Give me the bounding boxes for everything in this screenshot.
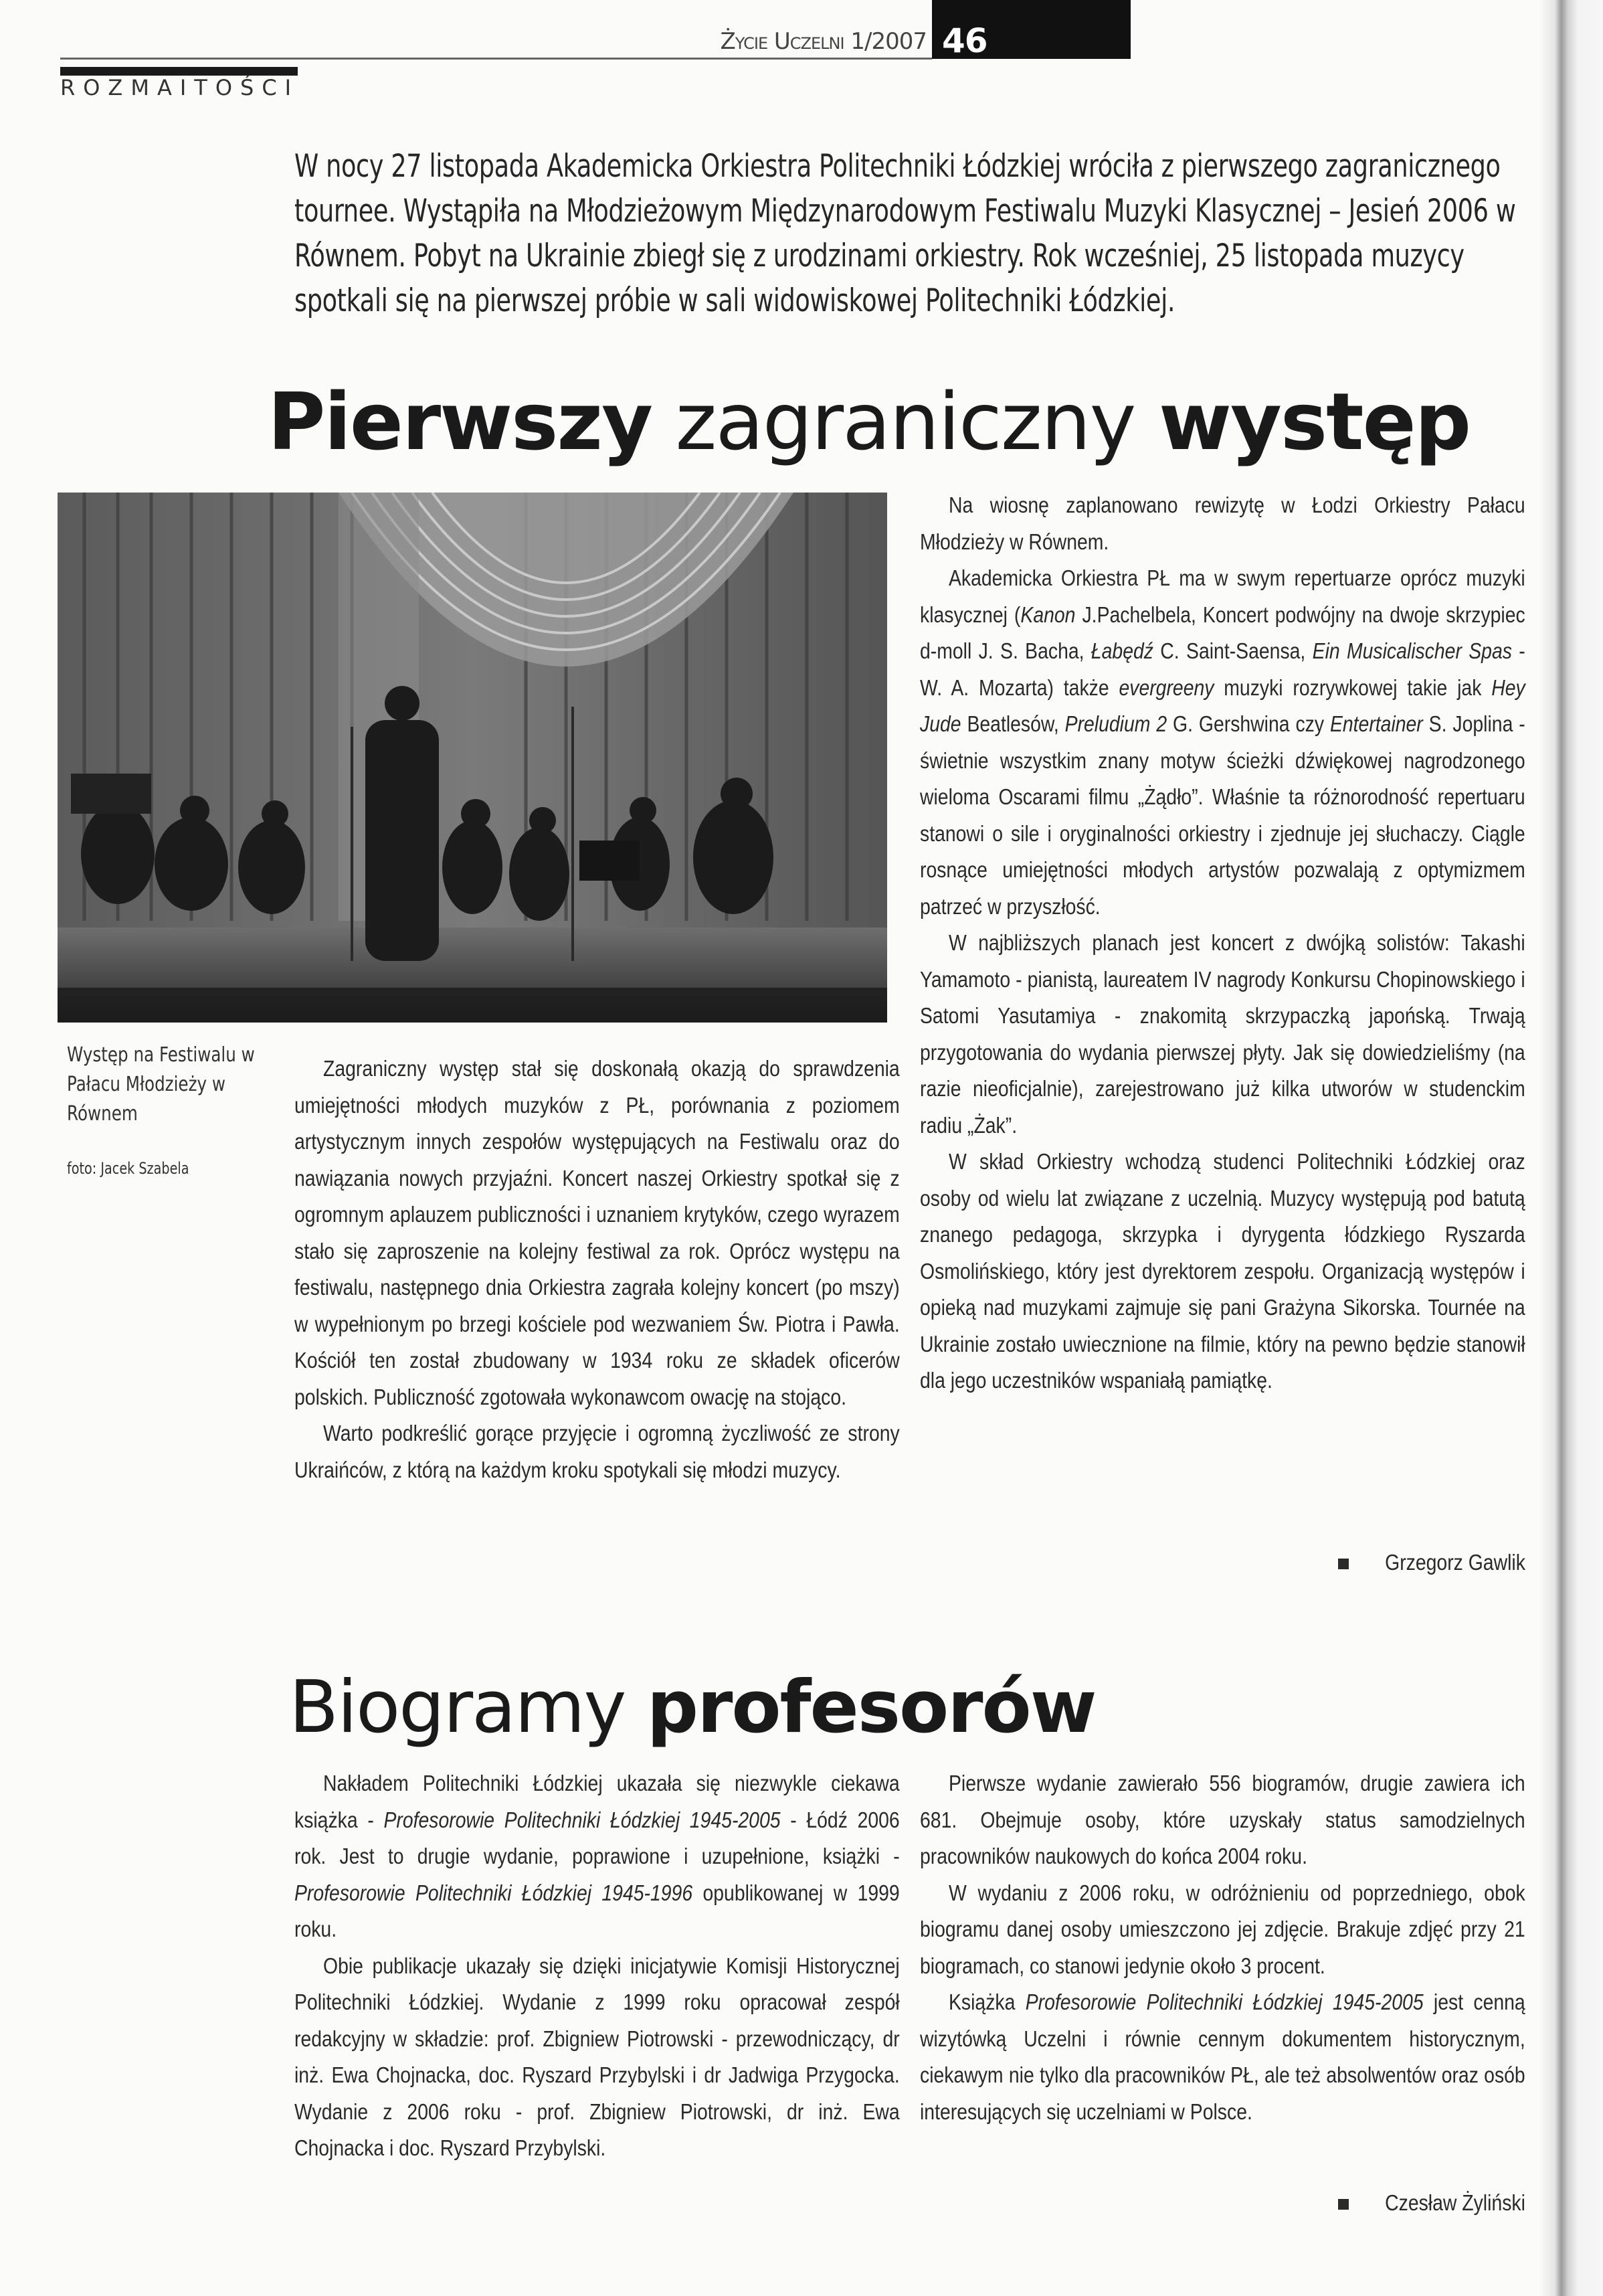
paragraph: Na wiosnę zaplanowano rewizytę w Łodzi Orkiestry Pałacu Młodzieży w Równem.	[920, 493, 1525, 554]
photo-caption: Występ na Festiwalu w Pałacu Młodzieży w Równem	[67, 1043, 255, 1126]
text: Beatlesów,	[961, 711, 1065, 736]
paragraph: W najbliższych planach jest koncert z dwójką solistów: Takashi Yamamoto - pianistą, laureatem IV nagrody Konkursu Chopinowskiego i Satomi Yasutamiya - znakomitą skrzypaczką japońską. Trwają przygotowania do wydania pierwszej płyty. Jak się dowiedzieliśmy (na razie nieoficjalnie), zarejestrowano już kilka utworów w studenckim radiu „Żak”.	[920, 930, 1525, 1138]
paragraph: Pierwsze wydanie zawierało 556 biogramów, drugie zawiera ich 681. Obejmuje osoby, które uzyskały status samodzielnych pracowników naukowych do końca 2004 roku.	[920, 1771, 1525, 1868]
paragraph: W skład Orkiestry wchodzą studenci Politechniki Łódzkiej oraz osoby od wielu lat związane z uczelnią. Muzycy występują pod batutą znanego pedagoga, skrzypka i dyrygenta łódzkiego Ryszarda Osmolińskiego, który jest dyrektorem zespołu. Organizacją występów i opieką nad muzykami zajmuje się pani Grażyna Sikorska. Tournée na Ukrainie zostało uwiecznione na filmie, który na pewno będzie stanowił dla jego uczestników wspaniałą pamiątkę.	[920, 1149, 1525, 1393]
text: Akademicka Orkiestra PŁ ma w swym repertuarze oprócz muzyki klasycznej (	[920, 565, 1525, 627]
paragraph	[294, 1765, 900, 1948]
page-number: 46	[942, 21, 987, 60]
title-part-light: zagraniczny	[652, 375, 1159, 468]
text: - Łódź 2006 rok. Jest to drugie wydanie, poprawione i uzupełnione, książki -	[294, 1807, 900, 1868]
title-part-bold-1: Pierwszy	[268, 375, 652, 468]
header-rule	[60, 58, 932, 60]
section-label: ROZMAITOŚCI	[60, 75, 300, 100]
text: Nakładem Politechniki Łódzkiej ukazała się niezwykle ciekawa książka -	[294, 1771, 900, 1832]
orchestra-photo	[58, 493, 887, 1023]
author-name: Czesław Żyliński	[1385, 2190, 1525, 2215]
book-title: Profesorowie Politechniki Łódzkiej 1945-2005	[1025, 1990, 1424, 2014]
square-bullet-icon	[1338, 2199, 1349, 2210]
article2-left-column	[294, 1765, 998, 2167]
paragraph	[920, 1984, 1525, 2130]
work-title: Preludium 2	[1064, 711, 1167, 736]
emphasis: evergreeny	[1119, 675, 1214, 700]
work-title: Hey Jude	[920, 675, 1525, 736]
title-part-bold: profesorów	[646, 1666, 1096, 1749]
photo-credit: foto: Jacek Szabela	[67, 1159, 189, 1178]
article2-title	[289, 1668, 1095, 1748]
text: S. Joplina - świetnie wszystkim znany motyw ścieżki dźwiękowej nagrodzonego wieloma Oscarami filmu „Żądło”. Właśnie ta różnorodność repertuaru stanowi o sile i oryginalności orkiestry i zjednuje jej słuchaczy. Ciągle rosnące umiejętności młodych artystów pozwalają z optymizmem patrzeć w przyszłość.	[920, 711, 1525, 919]
article1-right-column	[920, 487, 1603, 1399]
running-title: Życie Uczelni 1/2007	[720, 28, 927, 55]
book-title: Profesorowie Politechniki Łódzkiej 1945-2005	[383, 1807, 781, 1832]
book-title: Profesorowie Politechniki Łódzkiej 1945-1996	[294, 1880, 693, 1905]
paragraph: Zagraniczny występ stał się doskonałą okazją do sprawdzenia umiejętności młodych muzyków z PŁ, porównania z poziomem artystycznym innych zespołów występujących na Festiwalu oraz do nawiązania nowych przyjaźni. Koncert naszej Orkiestry spotkał się z ogromnym aplauzem publiczności i uznaniem krytyków, czego wyrazem stało się zaproszenie na kolejny festiwal za rok. Oprócz występu na festiwalu, następnego dnia Orkiestra zagrała kolejny koncert (po mszy) w wypełnionym po brzegi kościele pod wezwaniem Św. Piotra i Pawła. Kościół ten został zbudowany w 1934 roku ze składek oficerów polskich. Publiczność zgotowała wykonawcom owację na stojąco.	[294, 1056, 900, 1409]
paragraph: W wydaniu z 2006 roku, w odróżnieniu od poprzedniego, obok biogramu danej osoby umieszczono jej zdjęcie. Brakuje zdjęć przy 21 biogramach, co stanowi jedynie około 3 procent.	[920, 1880, 1525, 1978]
paragraph: Obie publikacje ukazały się dzięki inicjatywie Komisji Historycznej Politechniki Łódzkiej. Wydanie z 1999 roku opracował zespół redakcyjny w składzie: prof. Zbigniew Piotrowski - przewodniczący, dr inż. Ewa Chojnacka, doc. Ryszard Przybylski i dr Jadwiga Przygocka. Wydanie z 2006 roku - prof. Zbigniew Piotrowski, dr inż. Ewa Chojnacka i doc. Ryszard Przybylski.	[294, 1953, 900, 2160]
text: muzyki rozrywkowej takie jak	[1214, 675, 1492, 700]
paragraph-repertoire	[920, 560, 1525, 925]
author-name: Grzegorz Gawlik	[1385, 1550, 1525, 1575]
text: J.Pachelbela, Koncert podwójny na dwoje skrzypiec d-moll J. S. Bacha,	[920, 602, 1525, 663]
work-title: Kanon	[1020, 602, 1076, 627]
square-bullet-icon	[1338, 1559, 1349, 1569]
work-title: Ein Musicalischer Spas	[1312, 638, 1512, 663]
title-part-bold-2: występ	[1159, 375, 1471, 468]
text: opublikowanej w 1999 roku.	[294, 1880, 900, 1941]
text: jest cenną wizytówką Uczelni i równie cennym dokumentem historycznym, ciekawym nie tylko dla pracowników PŁ, ale też absolwentów oraz osób interesujących się uczelniami w Polsce.	[920, 1990, 1525, 2124]
article1-middle-column	[294, 1051, 998, 1488]
paragraph: Warto podkreślić gorące przyjęcie i ogromną życzliwość ze strony Ukraińców, z którą na każdym kroku spotykali się młodzi muzycy.	[294, 1421, 900, 1482]
work-title: Łabędź	[1091, 638, 1153, 663]
title-part-light: Biogramy	[289, 1666, 647, 1749]
text: C. Saint-Saensa,	[1153, 638, 1313, 663]
orchestra-photo-image	[58, 493, 887, 1023]
article2-byline	[920, 2185, 1525, 2222]
text: Książka	[949, 1990, 1026, 2014]
text: G. Gershwina czy	[1167, 711, 1330, 736]
work-title: Entertainer	[1329, 711, 1423, 736]
text: - W. A. Mozarta) także	[920, 638, 1525, 700]
article1-title	[268, 375, 1471, 468]
article2-right-column	[920, 1765, 1603, 2130]
article1-byline	[920, 1544, 1525, 1581]
article1-lede: W nocy 27 listopada Akademicka Orkiestra Politechniki Łódzkiej wróciła z pierwszego zagranicznego tournee. Wystąpiła na Młodzieżowym Międzynarodowym Festiwalu Muzyki Klasycznej – Jesień 2006 w Równem. Pobyt na Ukrainie zbiegł się z urodzinami orkiestry. Rok wcześniej, 25 listopada muzycy spotkali się na pierwszej próbie w sali widowiskowej Politechniki Łódzkiej.	[294, 148, 1516, 319]
